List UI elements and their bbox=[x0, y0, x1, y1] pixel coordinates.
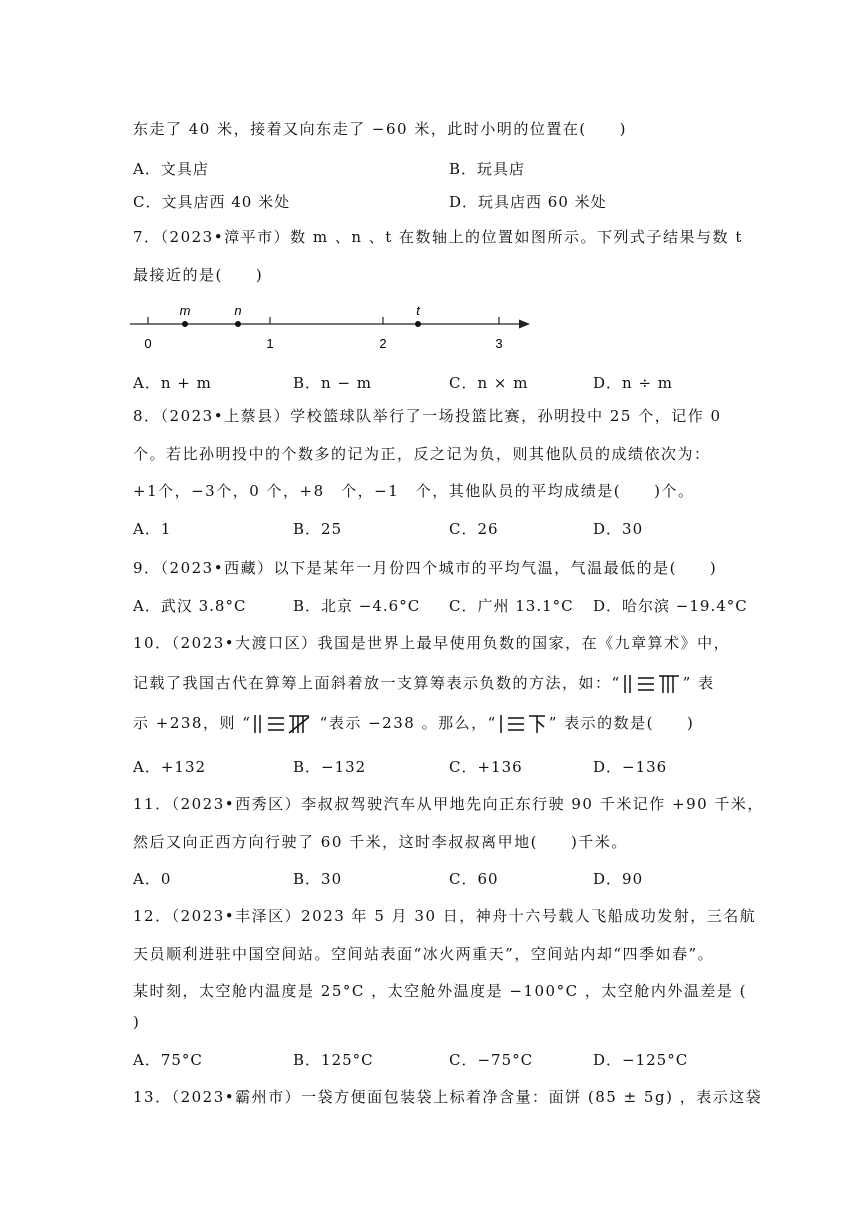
q6-option-a: A．文具店 bbox=[133, 160, 209, 178]
q10-line3-part3: ” 表示的数是( ) bbox=[548, 714, 695, 732]
q10-line2-text: 记载了我国古代在算筹上面斜着放一支算筹表示负数的方法，如：“ bbox=[133, 674, 621, 692]
q10-option-b: B．−132 bbox=[293, 758, 367, 776]
tick-label-2: 2 bbox=[379, 336, 387, 351]
q12-option-b: B．125°C bbox=[293, 1051, 374, 1069]
q12-line4: ) bbox=[133, 1013, 141, 1031]
q10-option-d: D．−136 bbox=[593, 758, 668, 776]
q7-line2: 最接近的是( ) bbox=[133, 266, 264, 284]
q12-line3: 某时刻，太空舱内温度是 25°C ，太空舱外温度是 −100°C ，太空舱内外温差是 ( bbox=[133, 982, 747, 1000]
q8-line2: 个。若比孙明投中的个数多的记为正，反之记为负，则其他队员的成绩依次为： bbox=[133, 445, 711, 463]
point-m bbox=[182, 321, 188, 327]
q7-option-b: B．n − m bbox=[293, 374, 373, 392]
counting-rods-plus-238-icon bbox=[621, 673, 683, 695]
number-line-arrow bbox=[519, 320, 530, 329]
tick-label-0: 0 bbox=[144, 336, 152, 351]
tick-label-1: 1 bbox=[266, 336, 274, 351]
q11-option-a: A．0 bbox=[133, 870, 172, 888]
q7-option-a: A．n + m bbox=[133, 374, 212, 392]
counting-rods-minus-238-icon bbox=[251, 713, 313, 735]
q7-option-d: D．n ÷ m bbox=[593, 374, 674, 392]
q7-line1: 7．（2023•漳平市）数 m 、n 、t 在数轴上的位置如图所示。下列式子结果与数 t bbox=[133, 228, 743, 246]
q12-line1: 12．（2023•丰泽区）2023 年 5 月 30 日，神舟十六号载人飞船成功发射，三名航 bbox=[133, 907, 757, 925]
q8-line1: 8．（2023•上蔡县）学校篮球队举行了一场投篮比赛，孙明投中 25 个，记作 0 bbox=[133, 407, 722, 425]
q9-option-b: B．北京 −4.6°C bbox=[293, 597, 421, 615]
q9-option-a: A．武汉 3.8°C bbox=[133, 597, 247, 615]
q6-option-c: C．文具店西 40 米处 bbox=[133, 193, 291, 211]
q10-line3-part1: 示 +238，则 “ bbox=[133, 714, 252, 732]
q8-option-d: D．30 bbox=[593, 520, 644, 538]
q10-line2-end: ” 表 bbox=[682, 674, 715, 692]
label-t: t bbox=[416, 303, 420, 318]
q6-option-b: B．玩具店 bbox=[449, 160, 526, 178]
q8-option-a: A．1 bbox=[133, 520, 172, 538]
q10-line2 bbox=[133, 672, 715, 695]
q9-line1: 9．（2023•西藏）以下是某年一月份四个城市的平均气温，气温最低的是( ) bbox=[133, 559, 718, 577]
q6-line1: 东走了 40 米，接着又向东走了 −60 米，此时小明的位置在( ) bbox=[133, 120, 628, 138]
q8-line3: +1个，−3个，0 个，+8 个，−1 个，其他队员的平均成绩是( )个。 bbox=[133, 482, 695, 500]
label-m: m bbox=[179, 303, 191, 318]
q12-option-a: A．75°C bbox=[133, 1051, 203, 1069]
q11-line2: 然后又向正西方向行驶了 60 千米，这时李叔叔离甲地( )千米。 bbox=[133, 833, 628, 851]
q12-option-d: D．−125°C bbox=[593, 1051, 689, 1069]
q6-option-d: D．玩具店西 60 米处 bbox=[449, 193, 607, 211]
q9-option-c: C．广州 13.1°C bbox=[449, 597, 574, 615]
tick-label-3: 3 bbox=[495, 336, 503, 351]
q12-line2: 天员顺利进驻中国空间站。空间站表面“冰火两重天”，空间站内却“四季如春”。 bbox=[133, 945, 715, 963]
q12-option-c: C．−75°C bbox=[449, 1051, 534, 1069]
q10-line3-part2: “表示 −238 。那么，“ bbox=[313, 714, 497, 732]
q11-option-b: B．30 bbox=[293, 870, 343, 888]
number-line-figure bbox=[125, 300, 535, 360]
q9-option-d: D．哈尔滨 −19.4°C bbox=[593, 597, 748, 615]
q10-option-c: C．+136 bbox=[449, 758, 523, 776]
q8-option-c: C．26 bbox=[449, 520, 499, 538]
q10-line3 bbox=[133, 712, 694, 735]
point-n bbox=[235, 321, 241, 327]
q10-option-a: A．+132 bbox=[133, 758, 207, 776]
point-t bbox=[415, 321, 421, 327]
q10-line1: 10．（2023•大渡口区）我国是世界上最早使用负数的国家，在《九章算术》中， bbox=[133, 634, 731, 652]
label-n: n bbox=[234, 303, 242, 318]
q11-option-d: D．90 bbox=[593, 870, 644, 888]
q8-option-b: B．25 bbox=[293, 520, 343, 538]
q7-option-c: C．n × m bbox=[449, 374, 529, 392]
counting-rods-question-icon bbox=[497, 713, 549, 735]
q13-line1: 13．（2023•霸州市）一袋方便面包装袋上标着净含量：面饼 (85 ± 5g) ，表示这袋 bbox=[133, 1088, 763, 1106]
q11-line1: 11．（2023•西秀区）李叔叔驾驶汽车从甲地先向正东行驶 90 千米记作 +90 千米， bbox=[133, 795, 764, 813]
q11-option-c: C．60 bbox=[449, 870, 499, 888]
